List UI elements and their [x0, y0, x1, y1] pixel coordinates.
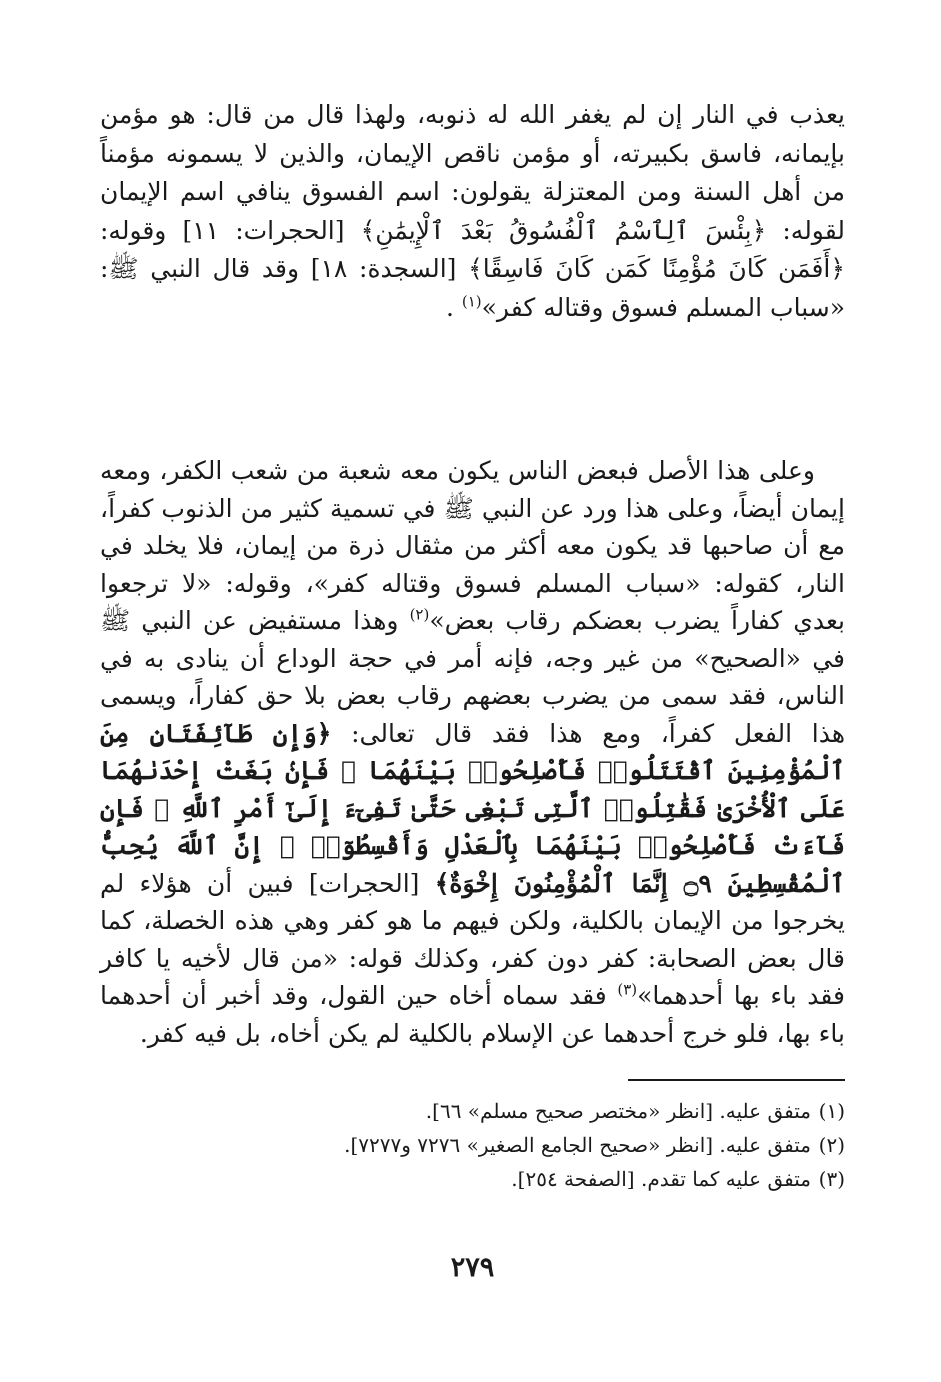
footnote-ref-1: (١) [461, 292, 482, 311]
page-number: ٢٧٩ [450, 1252, 495, 1283]
paragraph-1-text: يعذب في النار إن لم يغفر الله له ذنوبه، ولهذا قال من قال: هو مؤمن بإيمانه، فاسق بكبيرته، أو مؤمن ناقص الإيمان، والذين لا يسمونه مؤمناً من أهل السنة ومن المعتزلة يقولون: اسم الفسوق ينافي اسم الإيمان لقوله: ﴿بِئْسَ ٱلِٱسْمُ ٱلْفُسُوقُ بَعْدَ ٱلْإِيمَٰنِ﴾ [الحجرات: ١١] وقوله: ﴿أَفَمَن كَانَ مُؤْمِنًا كَمَن كَانَ فَاسِقًا﴾ [السجدة: ١٨] وقد قال النبي ﷺ: «سباب المسلم فسوق وقتاله كفر» [100, 100, 845, 322]
footnote-text: متفق عليه كما تقدم. [الصفحة ٢٥٤]. [511, 1167, 811, 1191]
footnote-item [100, 1094, 845, 1128]
footnote-ref-3: (٣) [617, 980, 638, 999]
paragraph-2-part-4: فقد سماه أخاه حين القول، وقد أخبر أن أحدهما باء بها، فلو خرج أحدهما عن الإسلام بالكلية لم يكن أخاه، بل فيه كفر. [100, 981, 845, 1048]
footnote-number: (٢) [818, 1133, 845, 1157]
book-page [100, 0, 845, 1382]
paragraph-1 [100, 96, 845, 328]
paragraph-2-part-2: وهذا مستفيض عن النبي ﷺ في «الصحيح» من غير وجه، فإنه أمر في حجة الوداع أن ينادى به في الناس، فقد سمى من يضرب بعضهم رقاب بعض بلا حق كفاراً، ويسمى هذا الفعل كفراً، ومع هذا فقد قال تعالى: [100, 606, 846, 748]
footnote-item [100, 1162, 845, 1196]
footnote-item [100, 1128, 845, 1162]
paragraph-2-part-3: [الحجرات] فبين أن هؤلاء لم يخرجوا من الإيمان بالكلية، ولكن فيهم ما هو كفر وهي هذه الخصلة، كما قال بعض الصحابة: كفر دون كفر، وكذلك قوله: «من قال لأخيه يا كافر فقد باء بها أحدهما» [100, 868, 846, 1010]
paragraph-2 [100, 452, 845, 1052]
paragraph-1-end: . [445, 292, 454, 322]
footnote-ref-2: (٢) [409, 605, 430, 624]
quran-verse: ﴿وَإِن طَآئِفَتَانِ مِنَ ٱلْمُؤْمِنِينَ ٱقْتَتَلُوا۟ فَأَصْلِحُوا۟ بَيْنَهُمَا ۖ فَإِنۢ بَغَتْ إِحْدَىٰهُمَا عَلَى ٱلْأُخْرَىٰ فَقَٰتِلُوا۟ ٱلَّتِى تَبْغِى حَتَّىٰ تَفِىٓءَ إِلَىٰٓ أَمْرِ ٱللَّهِ ۚ فَإِن فَآءَتْ فَأَصْلِحُوا۟ بَيْنَهُمَا بِٱلْعَدْلِ وَأَقْسِطُوٓا۟ ۖ إِنَّ ٱللَّهَ يُحِبُّ ٱلْمُقْسِطِينَ ۝٩ إِنَّمَا ٱلْمُؤْمِنُونَ إِخْوَةٌ﴾ [100, 718, 845, 898]
footnote-divider [628, 1079, 845, 1081]
footnote-text: متفق عليه. [انظر «صحيح الجامع الصغير» ٧٢٧٦ و٧٢٧٧]. [344, 1133, 811, 1157]
footnote-text: متفق عليه. [انظر «مختصر صحيح مسلم» ٦٦]. [425, 1099, 811, 1123]
footnote-number: (٣) [818, 1167, 845, 1191]
paragraph-2-part-1: وعلى هذا الأصل فبعض الناس يكون معه شعبة من شعب الكفر، ومعه إيمان أيضاً، وعلى هذا ورد عن النبي ﷺ في تسمية كثير من الذنوب كفراً، مع أن صاحبها قد يكون معه أكثر من مثقال ذرة من إيمان، فلا يخلد في النار، كقوله: «سباب المسلم فسوق وقتاله كفر»، وقوله: «لا ترجعوا بعدي كفاراً يضرب بعضكم رقاب بعض» [100, 456, 846, 635]
footnote-number: (١) [818, 1099, 845, 1123]
footnotes-list [100, 1094, 845, 1196]
